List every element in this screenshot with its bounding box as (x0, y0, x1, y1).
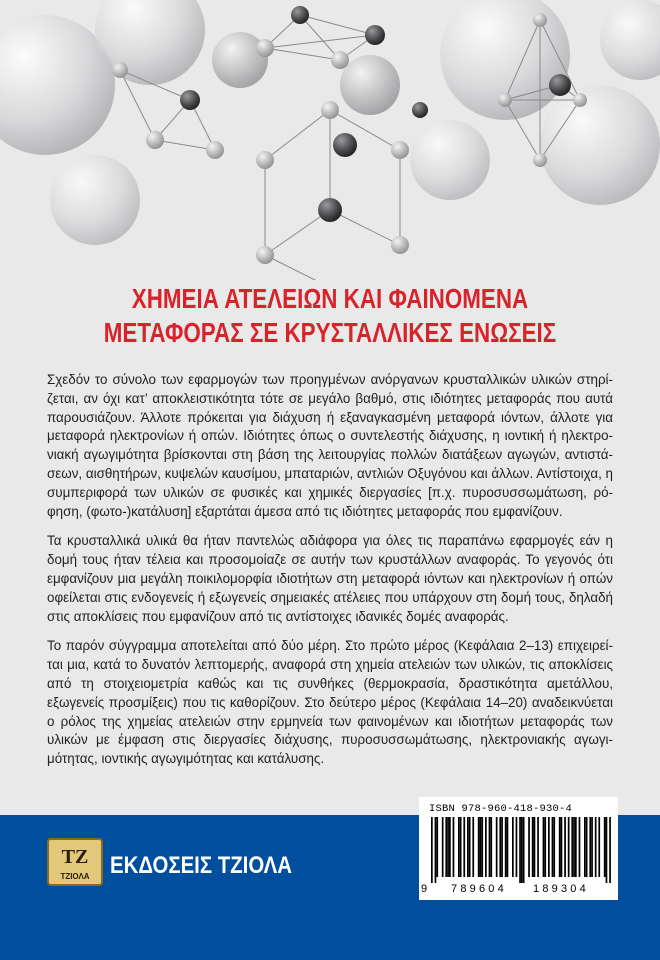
barcode-bar (501, 817, 503, 877)
barcode-bar (532, 817, 534, 877)
barcode-bar (606, 817, 608, 883)
barcode-bar (481, 817, 483, 877)
barcode-bar (512, 817, 514, 877)
barcode-bar (490, 817, 492, 877)
barcode-bar (445, 817, 447, 877)
barcode-bar (469, 817, 471, 877)
barcode-bar (528, 817, 530, 877)
barcode-bar (584, 817, 586, 877)
barcode-bar (561, 817, 563, 877)
publisher-logo (47, 838, 103, 886)
barcode-bar (447, 817, 449, 877)
barcode-bar (472, 817, 474, 877)
barcode-bar (480, 817, 482, 877)
barcode-digit-group-2: 189304 (533, 883, 589, 895)
barcode-bar (435, 817, 437, 883)
barcode-bar (467, 817, 469, 877)
barcode-bar (449, 817, 451, 877)
barcode-panel (419, 797, 618, 900)
barcode-bar (453, 817, 455, 877)
molecular-structure-illustration (0, 0, 660, 280)
barcode-bar (573, 817, 575, 877)
barcode-bar (496, 817, 498, 877)
barcode-bars (431, 817, 611, 883)
logo-monogram: ΤΖ (61, 846, 89, 868)
isbn-label: ISBN 978-960-418-930-4 (429, 803, 573, 815)
barcode-bar (519, 817, 521, 883)
back-cover-text (47, 371, 613, 780)
barcode-bar (575, 817, 577, 877)
barcode-bar (505, 817, 507, 877)
barcode-bar (589, 817, 591, 877)
barcode-bar (507, 817, 509, 877)
barcode-bar (548, 817, 550, 877)
book-title-line-2: ΜΕΤΑΦΟΡΑΣ ΣΕ ΚΡΥΣΤΑΛΛΙΚΕΣ ΕΝΩΣΕΙΣ (103, 317, 557, 348)
barcode-bar (431, 817, 433, 883)
barcode-bar (579, 817, 581, 877)
barcode-bar (489, 817, 491, 877)
barcode-digit-group-1: 789604 (451, 883, 507, 895)
barcode-bar (586, 817, 588, 877)
barcode-bar (463, 817, 465, 877)
barcode-bar (516, 817, 518, 877)
barcode-bar (460, 817, 462, 877)
paragraph-2: Τα κρυσταλλικά υλικά θα ήταν παντελώς αδιάφορα για όλες τις παραπάνω εφαρμογές εάν η δομή τους ήταν τέλεια και προσομοίαζε σε αυτήν των κρυστάλλων αναφοράς. Το γεγονός ότι εμφανίζουν μια μεγάλη ποικιλομορφία ιδιοτήτων στη μεταφορά ιόντων και ηλεκτρονίων ή οπών οφείλεται στις ενδογενείς ή εξωγενείς σημειακές ατέλειες που υπάρχουν στη δομή τους, δηλαδή στις αποκλίσεις που εμφανίζουν από τις αντίστοιχες ιδανικές δομές αναφοράς. (47, 533, 613, 624)
paragraph-3: Το παρόν σύγγραμμα αποτελείται από δύο μέρη. Στο πρώτο μέρος (Κεφάλαια 2–13) επιχειρείται μια, κατά το δυνατόν λεπτομερής, αναφορά στη χημεία ατελειών των υλικών, τις αποκλίσεις από τη στοιχειομετρία καθώς και τις συνθήκες (θερμοκρασία, δραστικότητα αμετάλλου, εξωγενείς προσμίξεις) που τις καθορίζουν. Στο δεύτερο μέρος (Κεφάλαια 14–20) αναδεικνύεται ο ρόλος της χημείας ατελειών στην ερμηνεία των φαινομένων και ιδιοτήτων μεταφοράς των υλικών με έμφαση στις διεργασίες διάχυσης, πυροσυσσωμάτωσης, ηλεκτρονιακής αγωγιμότητας, ιοντικής αγωγιμότητας και κατάλυσης. (47, 638, 613, 767)
barcode-bar (436, 817, 438, 877)
barcode-bar (568, 817, 570, 877)
barcode-digit-first: 9 (421, 883, 428, 895)
barcode-bar (499, 817, 501, 877)
barcode-bar (559, 817, 561, 877)
publisher-name: ΕΚΔΟΣΕΙΣ ΤΖΙΟΛΑ (110, 852, 293, 879)
paragraph-1: Σχεδόν το σύνολο των εφαρμογών των προηγμένων ανόργανων κρυσταλλικών υλικών στηρίζεται, αν όχι κατ’ αποκλειστικότητα τότε σε μεγάλο βαθμό, στις ιδιότητες μεταφοράς που αυτά παρουσιάζουν. Άλλοτε πρόκειται για διάχυση ή εξαναγκασμένη μεταφορά ιόντων, άλλοτε για μεταφορά ηλεκτρονίων ή οπών. Ιδιότητες όπως ο συντελεστής διάχυσης, η ιοντική ή ηλεκτρονιακή αγωγιμότητα βρίσκονται στη βάση της λειτουργίας πολλών διατάξεων αγωγών, αντιστάσεων, αισθητήρων, κυψελών καυσίμου, μπαταριών, αντλιών Οξυγόνου και άλλων. Αντίστοιχα, η συμπεριφορά των υλικών σε φυσικές και χημικές διεργασίες [π.χ. πυροσυσσωμάτωση, ρόφηση, (φωτο-)κατάλυση] εξαρτάται άμεσα από τις ιδιότητες μεταφοράς που εμφανίζουν. (47, 372, 613, 519)
barcode-bar (537, 817, 539, 877)
barcode-bar (595, 817, 597, 877)
barcode-bar (604, 817, 606, 877)
barcode-bar (609, 817, 611, 883)
barcode-bar (521, 817, 523, 883)
barcode-bar (598, 817, 600, 877)
barcode-bar (571, 817, 573, 877)
barcode-bar (478, 817, 480, 877)
barcode-bar (523, 817, 525, 883)
barcode-bar (442, 817, 444, 877)
barcode-bar (564, 817, 566, 877)
barcode-bar (553, 817, 555, 877)
barcode-bar (591, 817, 593, 877)
barcode-bar (485, 817, 487, 877)
book-title-line-1: ΧΗΜΕΙΑ ΑΤΕΛΕΙΩΝ ΚΑΙ ΦΑΙΝΟΜΕΝΑ (131, 283, 529, 314)
barcode-bar (552, 817, 554, 877)
barcode-bar (458, 817, 460, 877)
logo-subtext: ΤΖΙΟΛΑ (60, 872, 90, 881)
barcode-bar (543, 817, 545, 877)
barcode-bar (544, 817, 546, 877)
barcode-bar (534, 817, 536, 877)
